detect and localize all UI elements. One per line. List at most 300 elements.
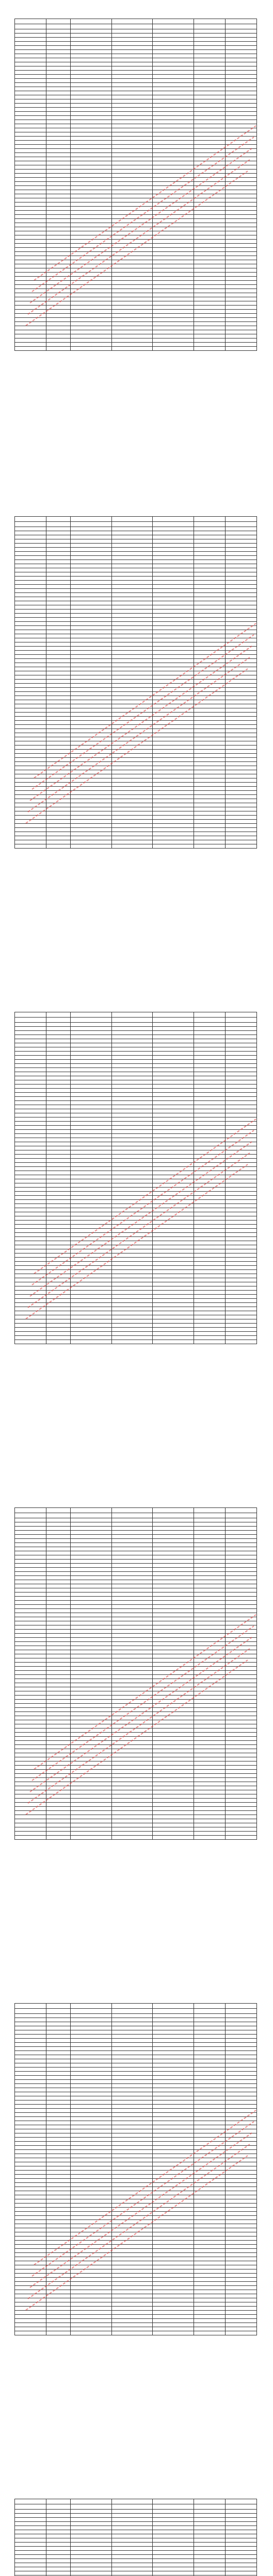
table-cell <box>225 1291 256 1295</box>
table-cell <box>194 2080 226 2084</box>
table-cell <box>15 585 46 589</box>
table-cell <box>194 2121 226 2125</box>
table-cell <box>70 145 111 149</box>
table-row <box>15 1027 257 1031</box>
table-cell <box>46 828 70 832</box>
table-cell <box>70 1613 111 1617</box>
table-cell <box>70 1192 111 1196</box>
table-cell <box>153 745 194 750</box>
table-cell <box>111 1832 153 1836</box>
table-cell <box>15 1683 46 1687</box>
table-cell <box>111 83 153 87</box>
table-cell <box>70 1728 111 1733</box>
table-cell <box>111 1035 153 1039</box>
table-cell <box>194 1315 226 1319</box>
table-cell <box>111 2220 153 2224</box>
table-cell <box>111 1630 153 1634</box>
table-cell <box>111 1819 153 1823</box>
table-cell <box>153 38 194 42</box>
table-cell <box>46 1531 70 1535</box>
table-cell <box>111 642 153 647</box>
table-cell <box>111 1052 153 1056</box>
table-row <box>15 343 257 347</box>
table-cell <box>46 2051 70 2055</box>
table-cell <box>111 1233 153 1237</box>
table-cell <box>111 803 153 807</box>
table-cell <box>15 737 46 741</box>
table-cell <box>194 577 226 581</box>
table-cell <box>46 2282 70 2286</box>
table-cell <box>194 1654 226 1658</box>
table-title <box>14 509 257 516</box>
table-cell <box>70 572 111 577</box>
table-cell <box>111 2571 153 2575</box>
table-cell <box>194 1221 226 1225</box>
table-cell <box>70 2154 111 2158</box>
table-cell <box>111 306 153 310</box>
table-cell <box>225 2241 256 2245</box>
table-cell <box>46 198 70 202</box>
table-cell <box>15 1311 46 1315</box>
table-cell <box>153 2191 194 2195</box>
table-cell <box>194 149 226 153</box>
table-row <box>15 1527 257 1531</box>
table-row <box>15 1031 257 1035</box>
table-cell <box>153 2559 194 2563</box>
table-cell <box>15 1056 46 1060</box>
table-cell <box>15 840 46 844</box>
table-cell <box>46 2323 70 2327</box>
table-cell <box>225 2195 256 2199</box>
table-cell <box>46 1836 70 1840</box>
table-cell <box>194 667 226 671</box>
table-row <box>15 1724 257 1728</box>
table-cell <box>15 1650 46 1654</box>
table-cell <box>194 844 226 849</box>
table-cell <box>153 774 194 778</box>
table-cell <box>46 1683 70 1687</box>
header-cell <box>70 2009 111 2014</box>
table-cell <box>111 1056 153 1060</box>
table-cell <box>111 1299 153 1303</box>
table-cell <box>70 1183 111 1188</box>
table-cell <box>111 1311 153 1315</box>
table-cell <box>70 2311 111 2315</box>
table-cell <box>111 609 153 614</box>
table-row <box>15 1035 257 1039</box>
table-cell <box>15 91 46 95</box>
table-cell <box>111 141 153 145</box>
table-cell <box>225 2286 256 2290</box>
table-cell <box>153 1560 194 1564</box>
table-cell <box>225 2022 256 2026</box>
table-cell <box>111 1749 153 1753</box>
table-row <box>15 2047 257 2051</box>
table-row <box>15 2138 257 2142</box>
table-cell <box>194 1196 226 1200</box>
table-cell <box>225 268 256 273</box>
table-cell <box>46 762 70 766</box>
table-cell <box>194 1691 226 1696</box>
table-cell <box>194 1832 226 1836</box>
table-cell <box>70 2047 111 2051</box>
table-cell <box>225 1245 256 1249</box>
table-cell <box>46 2551 70 2555</box>
table-cell <box>153 1539 194 1543</box>
table-cell <box>153 223 194 227</box>
table-cell <box>194 2261 226 2265</box>
table-cell <box>194 1229 226 1233</box>
table-cell <box>70 2236 111 2241</box>
table-cell <box>111 1568 153 1572</box>
table-cell <box>225 1299 256 1303</box>
table-cell <box>111 1605 153 1609</box>
table-cell <box>153 2166 194 2171</box>
table-cell <box>225 1179 256 1183</box>
header-cell <box>111 1508 153 1513</box>
table-cell <box>225 54 256 58</box>
table-cell <box>111 1332 153 1336</box>
score-table <box>14 516 257 849</box>
table-cell <box>111 832 153 836</box>
table-cell <box>46 2302 70 2307</box>
table-cell <box>194 46 226 50</box>
table-row <box>15 1700 257 1704</box>
table-cell <box>153 2534 194 2538</box>
table-cell <box>153 840 194 844</box>
table-cell <box>153 1072 194 1076</box>
table-cell <box>15 1696 46 1700</box>
table-cell <box>46 1580 70 1584</box>
table-cell <box>15 87 46 91</box>
table-cell <box>70 314 111 318</box>
table-cell <box>70 816 111 820</box>
table-cell <box>111 572 153 577</box>
table-cell <box>225 1638 256 1642</box>
table-cell <box>111 1766 153 1770</box>
table-cell <box>194 2051 226 2055</box>
table-cell <box>70 622 111 626</box>
table-cell <box>153 1823 194 1827</box>
table-cell <box>46 729 70 733</box>
table-cell <box>225 1551 256 1555</box>
table-row <box>15 2228 257 2232</box>
table-cell <box>46 2175 70 2179</box>
table-header-row <box>15 1513 257 1518</box>
table-cell <box>153 170 194 174</box>
table-row <box>15 725 257 729</box>
table-cell <box>70 104 111 108</box>
table-cell <box>46 1084 70 1089</box>
table-cell <box>15 1192 46 1196</box>
table-row <box>15 1039 257 1043</box>
table-cell <box>153 2063 194 2067</box>
table-cell <box>111 791 153 795</box>
table-row <box>15 2253 257 2257</box>
table-row <box>15 622 257 626</box>
table-row <box>15 2571 257 2575</box>
table-cell <box>70 1827 111 1832</box>
table-cell <box>70 791 111 795</box>
table-cell <box>111 1625 153 1630</box>
table-cell <box>153 54 194 58</box>
table-cell <box>111 1724 153 1728</box>
table-cell <box>153 132 194 137</box>
table-cell <box>70 128 111 132</box>
table-cell <box>15 1609 46 1613</box>
table-cell <box>46 1757 70 1761</box>
table-cell <box>225 50 256 54</box>
table-cell <box>46 1183 70 1188</box>
table-row <box>15 2026 257 2030</box>
table-cell <box>194 2216 226 2220</box>
table-cell <box>15 1819 46 1823</box>
table-row <box>15 1076 257 1080</box>
table-row <box>15 1126 257 1130</box>
table-cell <box>70 1683 111 1687</box>
table-cell <box>70 2067 111 2072</box>
table-cell <box>111 1204 153 1208</box>
table-cell <box>70 700 111 704</box>
table-cell <box>46 1146 70 1150</box>
table-cell <box>194 310 226 314</box>
table-cell <box>225 1778 256 1782</box>
table-cell <box>194 745 226 750</box>
table-cell <box>15 1196 46 1200</box>
table-cell <box>70 1031 111 1035</box>
table-row <box>15 1588 257 1592</box>
table-cell <box>225 1601 256 1605</box>
table-cell <box>15 1794 46 1799</box>
table-cell <box>70 1175 111 1179</box>
table-cell <box>225 1225 256 1229</box>
table-cell <box>70 174 111 178</box>
table-cell <box>46 572 70 577</box>
table-cell <box>70 1109 111 1113</box>
table-cell <box>111 2526 153 2530</box>
table-row <box>15 2183 257 2187</box>
table-cell <box>46 1274 70 1278</box>
table-cell <box>46 1700 70 1704</box>
table-cell <box>225 1286 256 1291</box>
header-cell <box>153 1018 194 1023</box>
header-cell <box>194 1012 226 1018</box>
table-cell <box>225 593 256 597</box>
table-cell <box>111 2290 153 2294</box>
table-cell <box>225 306 256 310</box>
table-cell <box>70 91 111 95</box>
table-cell <box>153 1229 194 1233</box>
table-row <box>15 2567 257 2571</box>
table-cell <box>111 2212 153 2216</box>
table-cell <box>111 1650 153 1654</box>
table-cell <box>15 572 46 577</box>
table-cell <box>46 634 70 638</box>
table-cell <box>153 1241 194 1245</box>
table-cell <box>15 1679 46 1683</box>
table-row <box>15 2129 257 2133</box>
table-cell <box>194 642 226 647</box>
table-header-row <box>15 517 257 522</box>
table-cell <box>111 87 153 91</box>
table-row <box>15 2133 257 2138</box>
table-row <box>15 721 257 725</box>
table-cell <box>70 1072 111 1076</box>
table-cell <box>111 1807 153 1811</box>
header-cell <box>15 2499 46 2504</box>
table-cell <box>153 1782 194 1786</box>
table-cell <box>46 1572 70 1576</box>
table-row <box>15 54 257 58</box>
table-cell <box>153 799 194 803</box>
table-cell <box>70 2543 111 2547</box>
table-cell <box>111 2105 153 2109</box>
table-cell <box>225 2026 256 2030</box>
table-cell <box>15 820 46 824</box>
table-cell <box>225 2315 256 2319</box>
table-row <box>15 642 257 647</box>
table-cell <box>194 840 226 844</box>
table-cell <box>15 1539 46 1543</box>
table-cell <box>111 1720 153 1724</box>
table-cell <box>111 174 153 178</box>
table-cell <box>111 1761 153 1766</box>
table-cell <box>15 2290 46 2294</box>
table-row <box>15 2035 257 2039</box>
table-cell <box>46 2055 70 2059</box>
table-cell <box>225 293 256 297</box>
table-row <box>15 1097 257 1101</box>
table-cell <box>70 281 111 285</box>
table-cell <box>46 2129 70 2133</box>
table-cell <box>111 1253 153 1258</box>
table-cell <box>15 766 46 770</box>
table-cell <box>111 1518 153 1522</box>
table-cell <box>194 1155 226 1159</box>
table-cell <box>15 1183 46 1188</box>
table-cell <box>194 1671 226 1675</box>
table-cell <box>194 1245 226 1249</box>
table-cell <box>225 568 256 572</box>
table-cell <box>70 1745 111 1749</box>
table-row <box>15 1270 257 1274</box>
table-cell <box>225 2072 256 2076</box>
table-row <box>15 141 257 145</box>
table-cell <box>194 71 226 75</box>
table-cell <box>15 343 46 347</box>
table-cell <box>111 2534 153 2538</box>
table-cell <box>70 149 111 153</box>
table-cell <box>153 795 194 799</box>
table-cell <box>15 1551 46 1555</box>
table-cell <box>15 1328 46 1332</box>
table-row <box>15 593 257 597</box>
table-cell <box>194 708 226 713</box>
table-cell <box>153 1728 194 1733</box>
table-cell <box>46 1691 70 1696</box>
table-row <box>15 1163 257 1167</box>
table-cell <box>111 2522 153 2526</box>
table-cell <box>46 1766 70 1770</box>
table-cell <box>15 1043 46 1047</box>
table-cell <box>225 1720 256 1724</box>
table-cell <box>70 1303 111 1307</box>
table-row <box>15 1064 257 1068</box>
table-cell <box>46 223 70 227</box>
table-cell <box>111 2146 153 2150</box>
table-row <box>15 281 257 285</box>
table-cell <box>15 2538 46 2543</box>
table-cell <box>15 170 46 174</box>
table-cell <box>111 2072 153 2076</box>
table-cell <box>46 153 70 157</box>
table-cell <box>15 95 46 99</box>
table-cell <box>70 564 111 568</box>
table-cell <box>153 659 194 663</box>
table-cell <box>194 343 226 347</box>
table-cell <box>225 2278 256 2282</box>
table-cell <box>111 684 153 688</box>
table-cell <box>111 215 153 219</box>
table-cell <box>194 301 226 306</box>
table-row <box>15 577 257 581</box>
table-cell <box>225 2282 256 2286</box>
table-cell <box>153 248 194 252</box>
table-cell <box>15 2138 46 2142</box>
table-cell <box>70 774 111 778</box>
table-cell <box>15 729 46 733</box>
table-cell <box>111 2331 153 2335</box>
table-row <box>15 1592 257 1597</box>
table-row <box>15 170 257 174</box>
header-cell <box>225 522 256 527</box>
table-row <box>15 1803 257 1807</box>
table-cell <box>70 2530 111 2534</box>
table-cell <box>46 1737 70 1741</box>
table-cell <box>46 741 70 745</box>
table-cell <box>153 1617 194 1621</box>
table-cell <box>194 1027 226 1031</box>
table-cell <box>70 1208 111 1212</box>
table-cell <box>153 1200 194 1204</box>
table-row <box>15 1667 257 1671</box>
table-cell <box>153 62 194 66</box>
table-cell <box>70 577 111 581</box>
score-table <box>14 2003 257 2335</box>
table-cell <box>225 1737 256 1741</box>
table-cell <box>225 1799 256 1803</box>
table-cell <box>15 1716 46 1720</box>
table-cell <box>225 2331 256 2335</box>
table-cell <box>46 2166 70 2171</box>
table-cell <box>194 277 226 281</box>
table-cell <box>70 1142 111 1146</box>
table-row <box>15 1551 257 1555</box>
table-cell <box>70 1076 111 1080</box>
table-cell <box>111 2265 153 2269</box>
table-cell <box>225 560 256 564</box>
table-cell <box>225 124 256 128</box>
table-cell <box>153 268 194 273</box>
table-cell <box>111 293 153 297</box>
table-cell <box>225 795 256 799</box>
table-row <box>15 2319 257 2323</box>
table-cell <box>46 1126 70 1130</box>
table-cell <box>225 2327 256 2331</box>
table-cell <box>194 91 226 95</box>
table-header-row <box>15 24 257 29</box>
table-cell <box>70 581 111 585</box>
